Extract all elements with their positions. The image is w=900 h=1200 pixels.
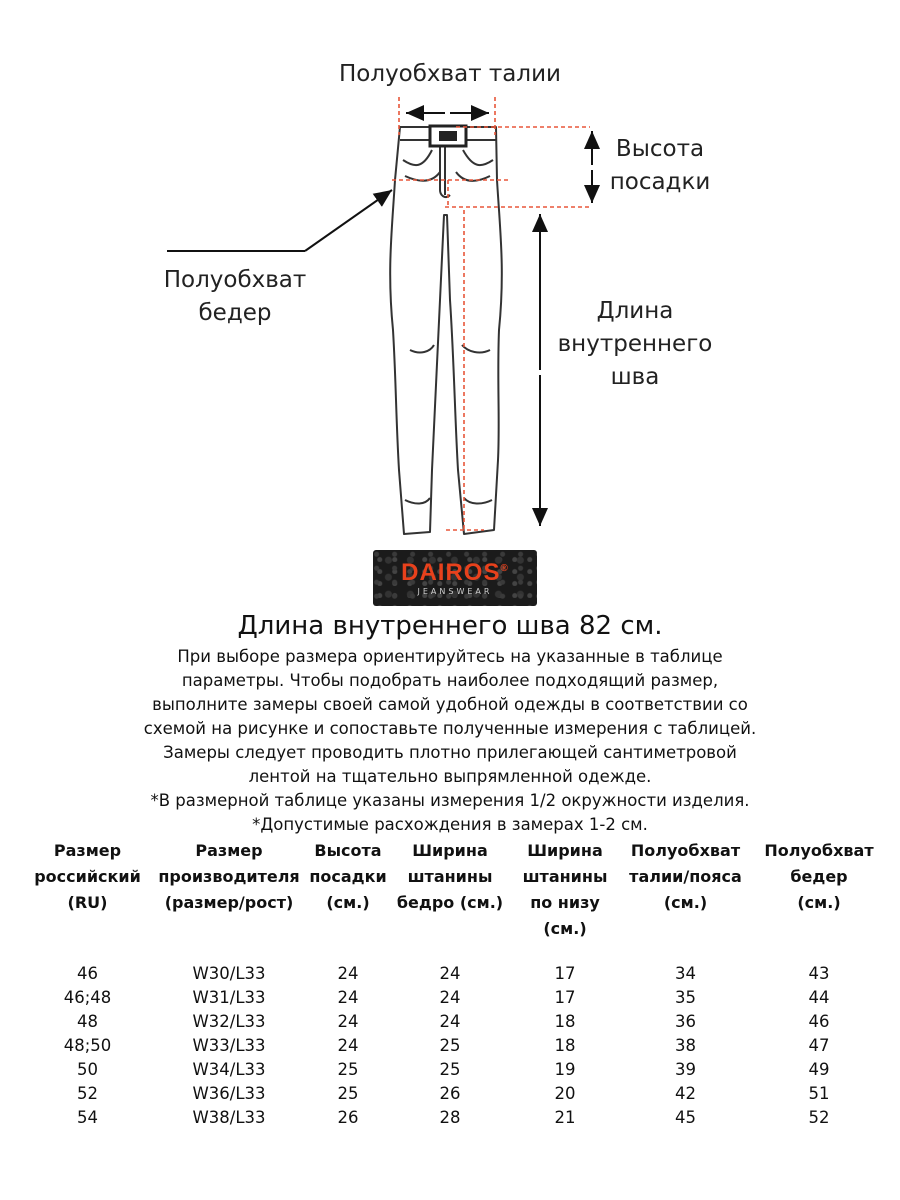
size-table xyxy=(20,838,890,1130)
table-row: 48;50 W33/L33 24 25 18 38 47 xyxy=(63,1036,830,1055)
header-rise: Высота посадки (см.) xyxy=(309,841,387,912)
table-row: 52 W36/L33 25 26 20 42 51 xyxy=(77,1084,830,1103)
header-waist: Полуобхват талии/пояса (см.) xyxy=(629,841,742,912)
header-thigh-width: Ширина штанины бедро (см.) xyxy=(396,841,504,912)
table-row: 50 W34/L33 25 25 19 39 49 xyxy=(77,1060,830,1079)
waist-label: Полуобхват талии xyxy=(339,61,561,87)
table-row: 54 W38/L33 26 28 21 45 52 xyxy=(77,1108,830,1127)
table-row: 46 W30/L33 24 24 17 34 43 xyxy=(77,964,830,983)
jeans-outline xyxy=(390,127,502,534)
logo-registered: ® xyxy=(500,563,509,574)
logo-subtitle: JEANSWEAR xyxy=(417,587,493,596)
inseam-label: Длина внутреннего шва xyxy=(557,298,713,390)
header-size-manufacturer: Размер производителя (размер/рост) xyxy=(158,841,300,912)
table-header-row xyxy=(20,838,890,962)
dairos-logo xyxy=(373,550,537,606)
header-hips: Полуобхват бедер (см.) xyxy=(764,841,874,912)
rise-label: Высота посадки xyxy=(609,136,711,195)
logo-name: DAIROS xyxy=(401,559,501,586)
inseam-headline: Длина внутреннего шва 82 см. xyxy=(237,611,663,641)
header-hem-width: Ширина штанины по низу (см.) xyxy=(522,841,608,938)
hip-label: Полуобхват бедер xyxy=(163,267,307,326)
size-guide-description: При выборе размера ориентируйтесь на указанные в таблице параметры. Чтобы подобрать наиболее подходящий размер, выполните замеры своей самой удобной одежды в соответствии со схемой на рисунке и сопоставьте полученные измерения с таблицей. Замеры следует проводить плотно прилегающей сантиметровой лентой на тщательно выпрямленной одежде. *В размерной таблице указаны измерения 1/2 окружности изделия. *Допустимые расхождения в замерах 1-2 см. xyxy=(143,647,757,834)
table-row: 48 W32/L33 24 24 18 36 46 xyxy=(77,1012,830,1031)
header-size-ru: Размер российский (RU) xyxy=(34,841,141,912)
table-row: 46;48 W31/L33 24 24 17 35 44 xyxy=(63,988,830,1007)
